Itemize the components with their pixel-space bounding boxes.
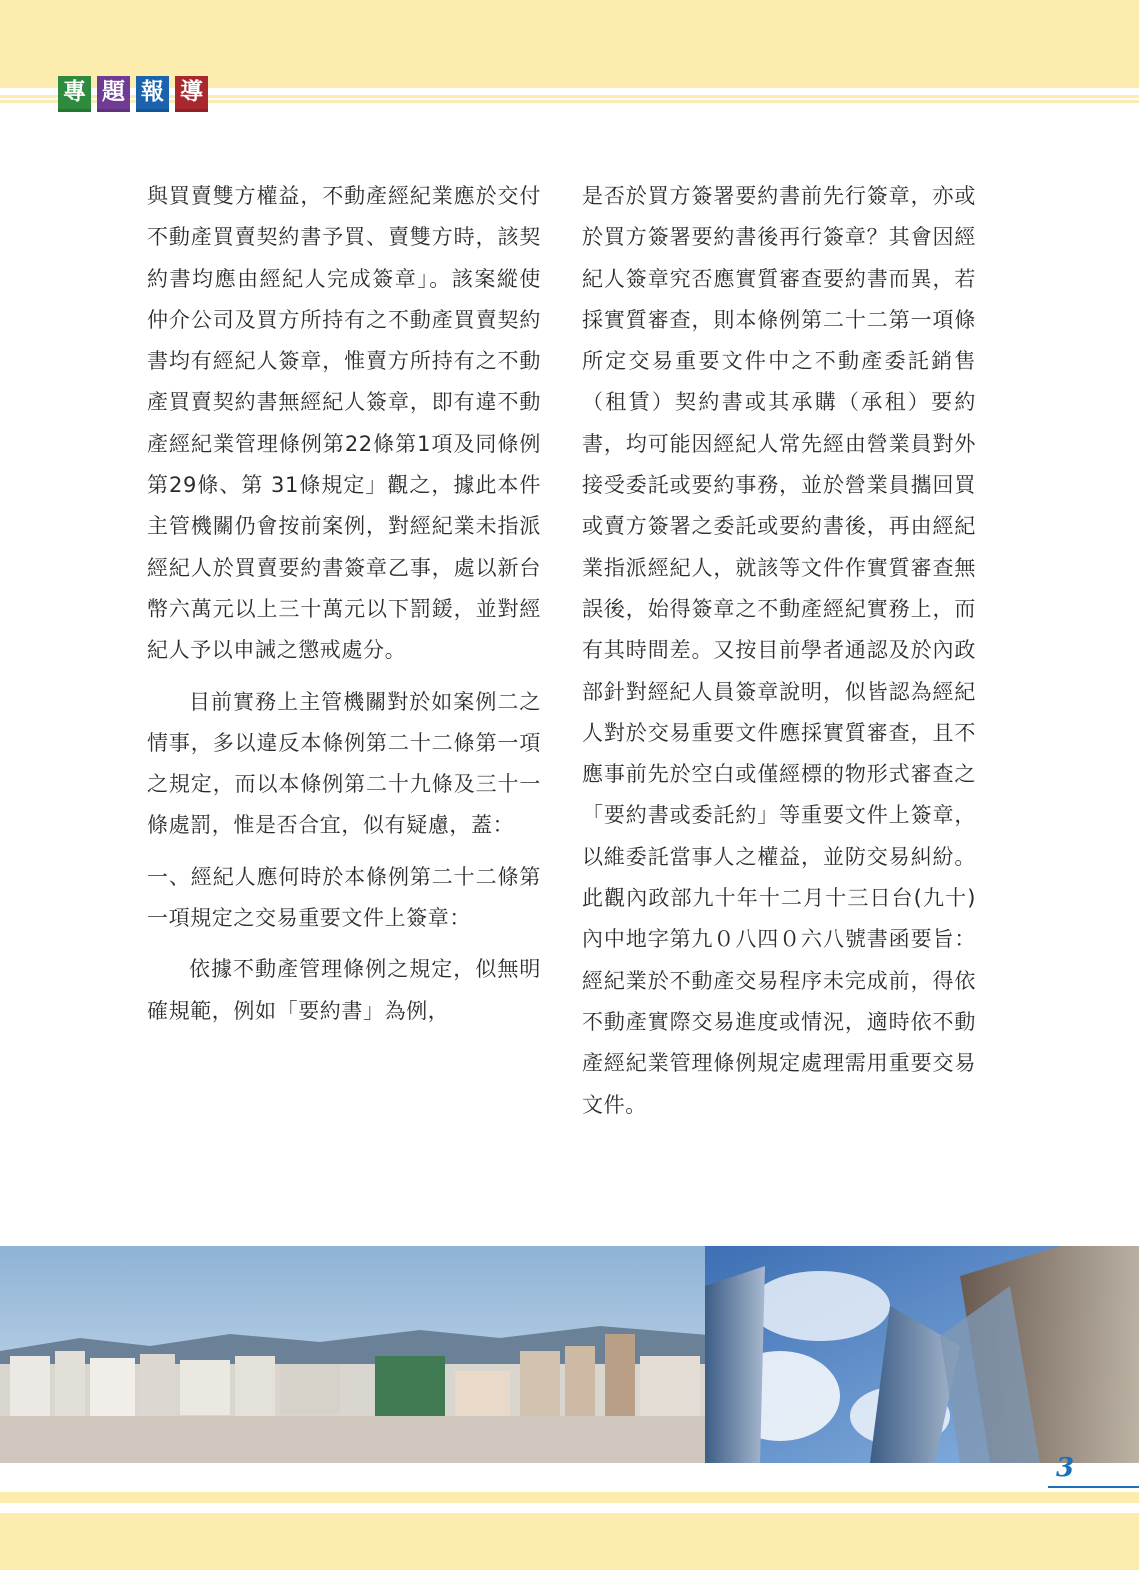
paragraph: 是否於買方簽署要約書前先行簽章，亦或於買方簽署要約書後再行簽章？其會因經紀人簽章究否應實質審查要約書而異，若採實質審查，則本條例第二十二第一項條所定交易重要文件中之不動產委託銷售（租賃）契約書或其承購（承租）要約書，均可能因經紀人常先經由營業員對外接受委託或要約事務，並於營業員攜回買或賣方簽署之委託或要約書後，再由經紀業指派經紀人，就該等文件作實質審查無誤後，始得簽章之不動產經紀實務上，而有其時間差。又按目前學者通認及於內政部針對經紀人員簽章說明，似皆認為經紀人對於交易重要文件應採實質審查，且不應事前先於空白或僅經標的物形式審查之「要約書或委託約」等重要文件上簽章，以維委託當事人之權益，並防交易糾紛。此觀內政部九十年十二月十三日台(九十)內中地字第九０八四０六八號書函要旨：經紀業於不動產交易程序未完成前，得依不動產實際交易進度或情況，適時依不動產經紀業管理條例規定處理需用重要交易文件。 bbox=[582, 184, 976, 1117]
footer-band bbox=[0, 1513, 1139, 1570]
page-number: 3 bbox=[1056, 1453, 1075, 1483]
right-column bbox=[582, 176, 976, 1126]
section-tag-char: 專 bbox=[58, 76, 91, 112]
section-tag-char: 報 bbox=[136, 76, 169, 112]
section-tag-char: 導 bbox=[175, 76, 208, 112]
paragraph-heading: 一、經紀人應何時於本條例第二十二條第一項規定之交易重要文件上簽章： bbox=[147, 864, 541, 931]
paragraph: 目前實務上主管機關對於如案例二之情事，多以違反本條例第二十二條第一項之規定，而以本條例第二十九條及三十一條處罰，惟是否合宜，似有疑慮，蓋： bbox=[147, 689, 541, 838]
paragraph: 依據不動產管理條例之規定，似無明確規範，例如「要約書」為例， bbox=[147, 957, 541, 1023]
cityscape-illustration bbox=[0, 1246, 1139, 1463]
cityscape-photo bbox=[0, 1246, 1139, 1463]
paragraph: 與買賣雙方權益，不動產經紀業應於交付不動產買賣契約書予買、賣雙方時，該契約書均應由經紀人完成簽章」。該案縱使仲介公司及買方所持有之不動產買賣契約書均有經紀人簽章，惟賣方所持有之不動產買賣契約書無經紀人簽章，即有違不動產經紀業管理條例第22條第1項及同條例第29條、第 31條規定」觀之，據此本件主管機關仍會按前案例，對經紀業未指派經紀人於買賣要約書簽章乙事，處以新台幣六萬元以上三十萬元以下罰鍰，並對經紀人予以申誡之懲戒處分。 bbox=[147, 184, 541, 663]
page-number-rule bbox=[1048, 1486, 1139, 1488]
section-tag bbox=[58, 76, 208, 112]
footer-band bbox=[0, 1492, 1139, 1503]
left-column bbox=[147, 176, 541, 1032]
section-tag-char: 題 bbox=[97, 76, 130, 112]
